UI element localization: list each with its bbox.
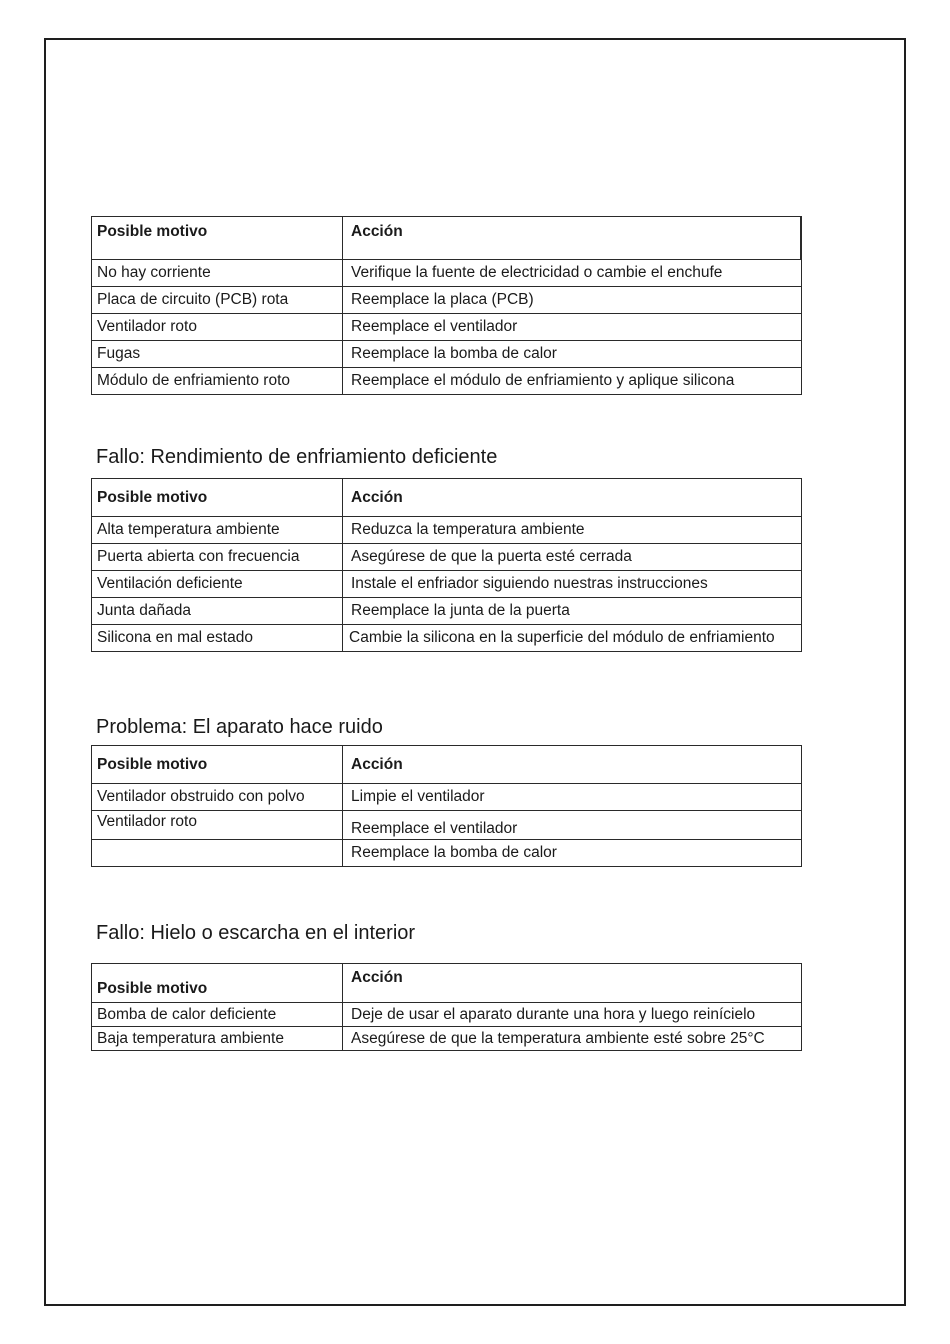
action-cell: Verifique la fuente de electricidad o cambie el enchufe: [343, 260, 802, 287]
header-cause: Posible motivo: [92, 479, 343, 517]
action-cell: Reduzca la temperatura ambiente: [343, 517, 802, 544]
table-row: [92, 811, 802, 840]
troubleshooting-table-cooling-performance: [91, 478, 802, 652]
cause-cell: [92, 840, 343, 867]
troubleshooting-table-noise: [91, 745, 802, 867]
action-cell: Reemplace el ventilador: [343, 314, 802, 341]
cause-cell: Ventilador roto: [92, 314, 343, 341]
cause-cell: Módulo de enfriamiento roto: [92, 368, 343, 395]
cause-cell: Puerta abierta con frecuencia: [92, 544, 343, 571]
action-cell: Cambie la silicona en la superficie del módulo de enfriamiento: [343, 625, 802, 652]
table-row: [92, 840, 802, 867]
section-title-noise: Problema: El aparato hace ruido: [96, 716, 383, 738]
table-row: [92, 341, 802, 368]
cause-cell: Placa de circuito (PCB) rota: [92, 287, 343, 314]
cause-cell: Ventilación deficiente: [92, 571, 343, 598]
cause-cell: Fugas: [92, 341, 343, 368]
action-cell: Reemplace la placa (PCB): [343, 287, 802, 314]
table-row: [92, 260, 802, 287]
header-cause: Posible motivo: [92, 746, 343, 784]
table-row: [92, 544, 802, 571]
header-action: Acción: [343, 479, 802, 517]
section-title-ice-frost: Fallo: Hielo o escarcha en el interior: [96, 922, 416, 944]
action-cell: Limpie el ventilador: [343, 784, 802, 811]
cause-cell: Silicona en mal estado: [92, 625, 343, 652]
action-cell: Instale el enfriador siguiendo nuestras instrucciones: [343, 571, 802, 598]
table-header-row: [92, 964, 802, 1003]
table-row: [92, 1003, 802, 1027]
table-header-row: [92, 746, 802, 784]
table-row: [92, 368, 802, 395]
section-title-cooling-performance: Fallo: Rendimiento de enfriamiento deficiente: [96, 446, 498, 468]
cause-cell: Alta temperatura ambiente: [92, 517, 343, 544]
troubleshooting-table-no-power: [91, 216, 802, 395]
header-cause: Posible motivo: [92, 964, 343, 1003]
table-row: [92, 598, 802, 625]
header-action: Acción: [343, 217, 802, 260]
action-cell: Reemplace la bomba de calor: [343, 840, 802, 867]
cause-cell: No hay corriente: [92, 260, 343, 287]
table-header-row: [92, 217, 802, 260]
table-row: [92, 571, 802, 598]
action-cell: Reemplace la junta de la puerta: [343, 598, 802, 625]
cause-cell: Junta dañada: [92, 598, 343, 625]
cause-cell: Ventilador obstruido con polvo: [92, 784, 343, 811]
table-header-row: [92, 479, 802, 517]
action-cell: Reemplace el ventilador: [343, 811, 802, 840]
cause-cell: Baja temperatura ambiente: [92, 1027, 343, 1051]
action-cell: Asegúrese de que la puerta esté cerrada: [343, 544, 802, 571]
cause-cell: Bomba de calor deficiente: [92, 1003, 343, 1027]
table-row: [92, 784, 802, 811]
table-row: [92, 517, 802, 544]
action-cell: Deje de usar el aparato durante una hora y luego reinícielo: [343, 1003, 802, 1027]
header-action: Acción: [343, 746, 802, 784]
troubleshooting-table-ice-frost: [91, 963, 802, 1051]
table-row: [92, 1027, 802, 1051]
table-row: [92, 314, 802, 341]
table-row: [92, 287, 802, 314]
header-cause: Posible motivo: [92, 217, 343, 260]
action-cell: Reemplace el módulo de enfriamiento y aplique silicona: [343, 368, 802, 395]
table-row: [92, 625, 802, 652]
action-cell: Reemplace la bomba de calor: [343, 341, 802, 368]
action-cell: Asegúrese de que la temperatura ambiente esté sobre 25°C: [343, 1027, 802, 1051]
header-action: Acción: [343, 964, 802, 1003]
cause-cell: Ventilador roto: [92, 811, 343, 840]
